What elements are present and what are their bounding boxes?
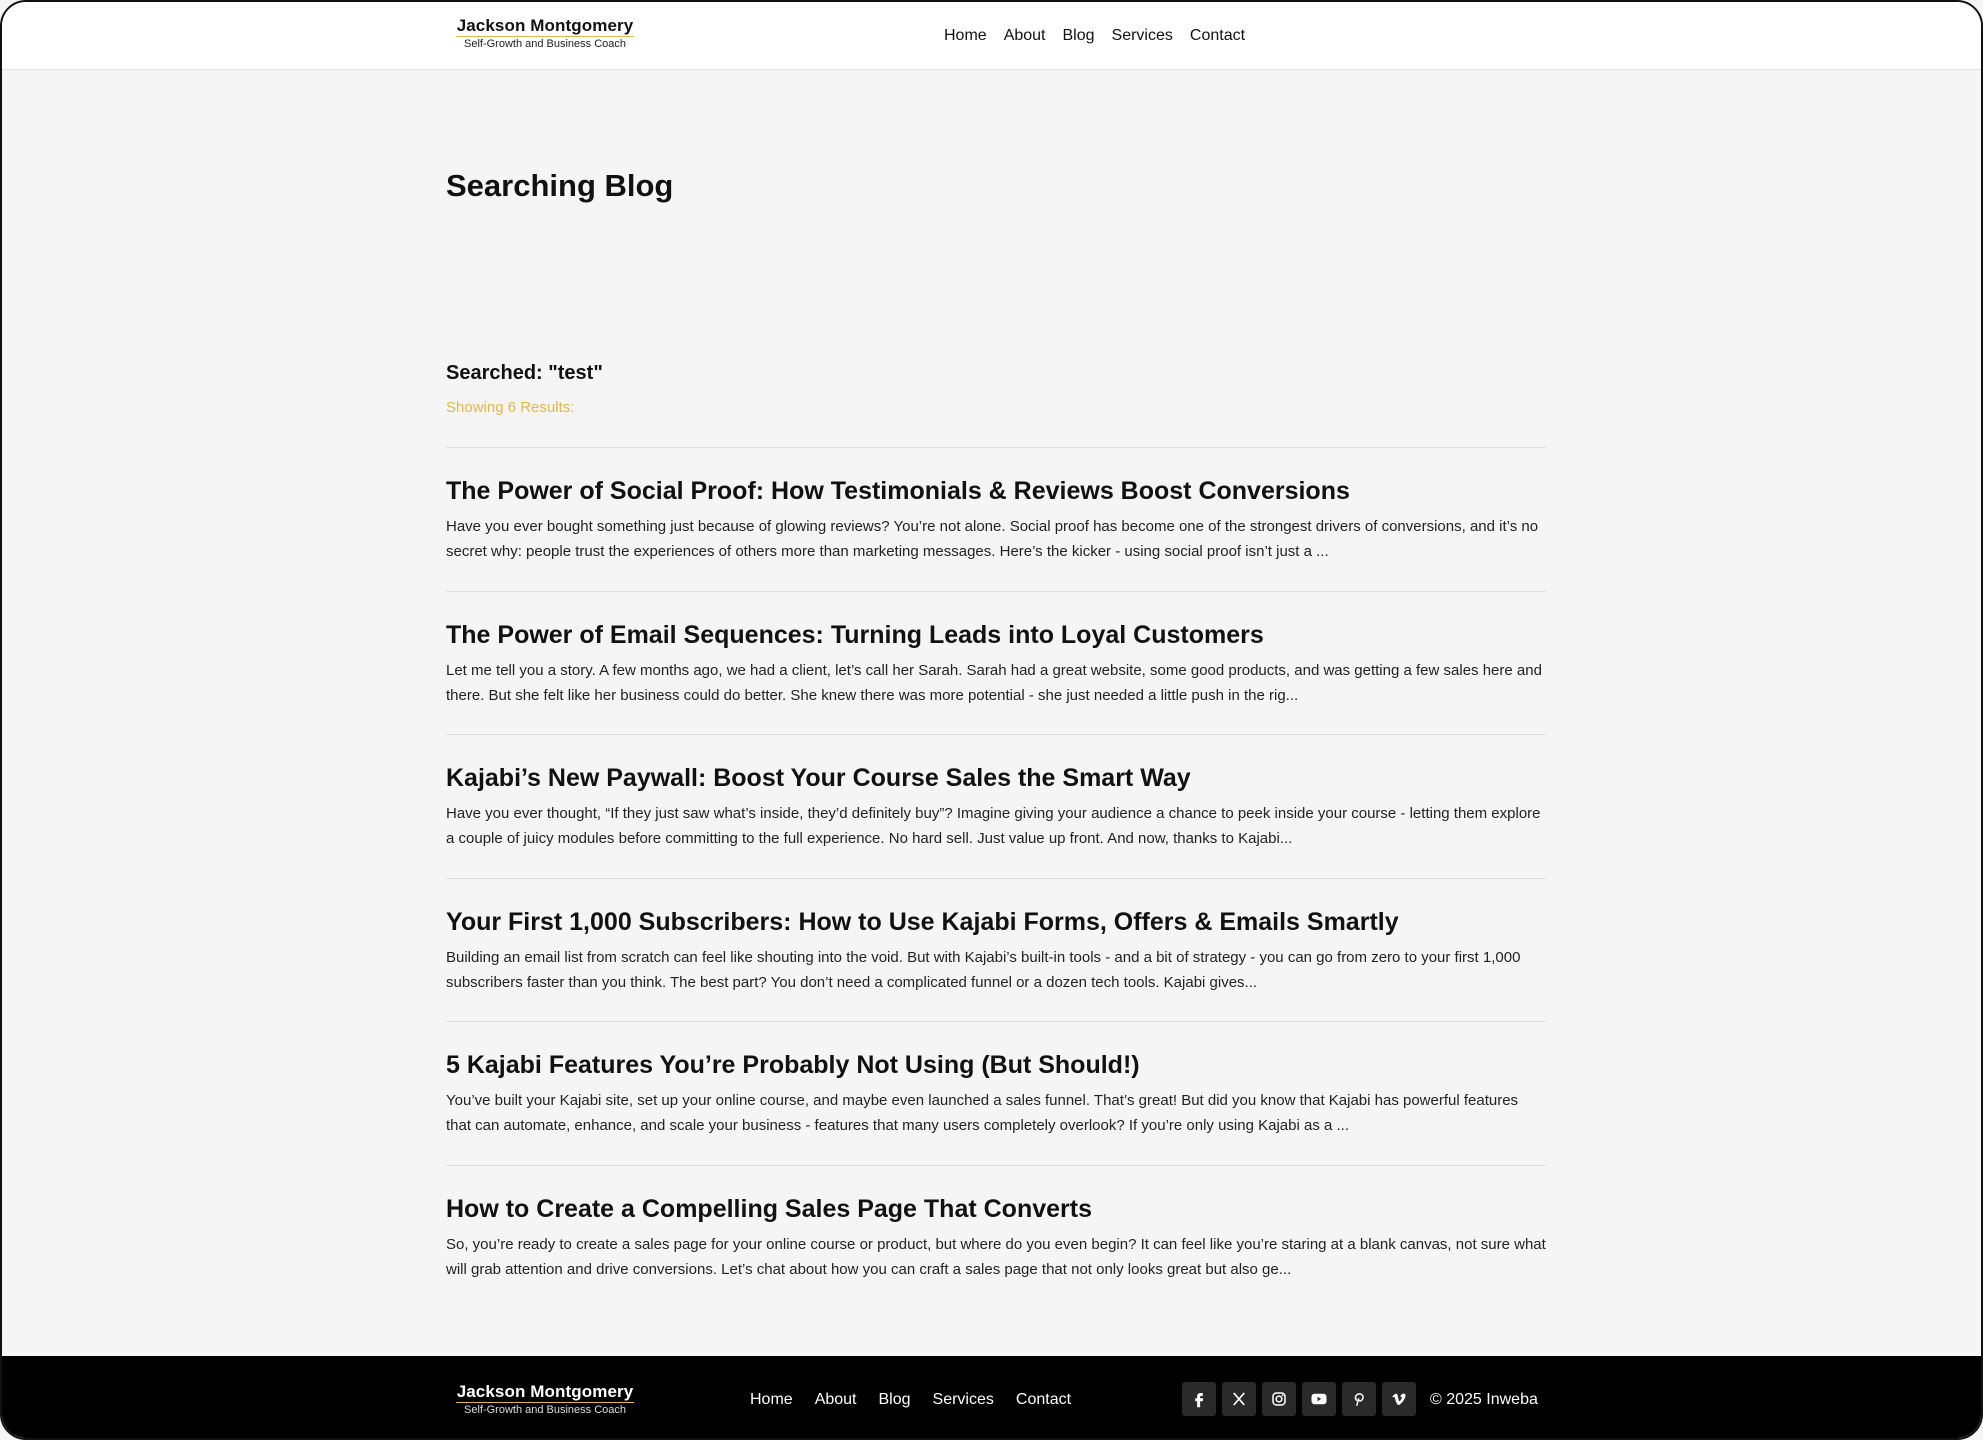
footer-nav: [750, 1390, 1093, 1410]
result-item: [446, 591, 1546, 735]
facebook-icon[interactable]: [1182, 1382, 1216, 1416]
result-excerpt: You’ve built your Kajabi site, set up your online course, and maybe even launched a sales funnel. That’s great! But did you know that Kajabi has powerful features that can automate, enhance, and scale your business - features that many users completely overlook? If you’re only using Kajabi as a ...: [446, 1092, 1519, 1135]
footer-nav-blog[interactable]: Blog: [878, 1391, 911, 1408]
result-title-link[interactable]: Kajabi’s New Paywall: Boost Your Course Sales the Smart Way: [446, 764, 1191, 793]
x-icon[interactable]: [1222, 1382, 1256, 1416]
footer-nav-home[interactable]: Home: [750, 1391, 793, 1408]
result-title-link[interactable]: How to Create a Compelling Sales Page That Converts: [446, 1194, 1092, 1223]
search-results: [446, 447, 1546, 1309]
logo-name: Jackson Montgomery: [456, 16, 634, 35]
result-title-link[interactable]: Your First 1,000 Subscribers: How to Use Kajabi Forms, Offers & Emails Smartly: [446, 907, 1399, 936]
result-excerpt: Building an email list from scratch can feel like shouting into the void. But with Kajabi’s built-in tools - and a bit of strategy - you can go from zero to your first 1,000 subscribers faster than you think. The best part? You don’t need a complicated funnel or a dozen tech tools. Kajabi gives...: [446, 948, 1521, 991]
result-item: [446, 1021, 1546, 1165]
nav-services[interactable]: Services: [1111, 27, 1173, 44]
footer-logo[interactable]: [450, 1382, 640, 1417]
nav-blog[interactable]: Blog: [1062, 27, 1095, 44]
result-excerpt: Let me tell you a story. A few months ago, we had a client, let’s call her Sarah. Sarah had a great website, some good products, and was getting a few sales here and there. But she felt like her business could do better. She knew there was more potential - she just needed a little push in the rig...: [446, 661, 1542, 704]
pinterest-icon[interactable]: [1342, 1382, 1376, 1416]
footer-logo-name: Jackson Montgomery: [456, 1382, 634, 1401]
nav-home[interactable]: Home: [944, 27, 987, 44]
site-header: [2, 2, 1981, 70]
result-excerpt: So, you’re ready to create a sales page for your online course or product, but where do you even begin? It can feel like you’re staring at a blank canvas, not sure what will grab attention and drive conversions. Let’s chat about how you can craft a sales page that not only looks great but also ge...: [446, 1235, 1546, 1278]
result-item: [446, 878, 1546, 1022]
footer-nav-services[interactable]: Services: [932, 1391, 994, 1408]
footer-logo-tagline: Self-Growth and Business Coach: [456, 1402, 634, 1417]
page-title: Searching Blog: [446, 168, 674, 203]
logo-tagline: Self-Growth and Business Coach: [456, 36, 634, 51]
footer-nav-contact[interactable]: Contact: [1015, 1391, 1072, 1408]
search-query-label: Searched: "test": [446, 362, 603, 384]
header-logo[interactable]: [450, 16, 640, 51]
result-item: [446, 1165, 1546, 1309]
vimeo-icon[interactable]: [1382, 1382, 1416, 1416]
result-excerpt: Have you ever thought, “If they just saw what’s inside, they’d definitely buy”? Imagine giving your audience a chance to peek inside your course - letting them explore a couple of juicy modules before committing to the full experience. No hard sell. Just value up front. And now, thanks to Kajabi...: [446, 805, 1541, 848]
nav-contact[interactable]: Contact: [1189, 27, 1246, 44]
site-footer: [2, 1356, 1981, 1440]
result-title-link[interactable]: 5 Kajabi Features You’re Probably Not Using (But Should!): [446, 1051, 1140, 1080]
youtube-icon[interactable]: [1302, 1382, 1336, 1416]
result-item: [446, 447, 1546, 591]
result-count: Showing 6 Results:: [446, 399, 575, 416]
result-title-link[interactable]: The Power of Social Proof: How Testimonials & Reviews Boost Conversions: [446, 477, 1350, 505]
result-excerpt: Have you ever bought something just because of glowing reviews? You’re not alone. Social proof has become one of the strongest drivers of conversions, and it’s no secret why: people trust the experiences of others more than marketing messages. Here’s the kicker - using social proof isn’t just a ...: [446, 518, 1539, 560]
copyright-text: © 2025 Inweba: [1430, 1391, 1538, 1408]
result-item: [446, 734, 1546, 878]
header-nav: [944, 26, 1262, 46]
instagram-icon[interactable]: [1262, 1382, 1296, 1416]
footer-nav-about[interactable]: About: [814, 1391, 857, 1408]
social-links: [1182, 1382, 1416, 1416]
nav-about[interactable]: About: [1003, 27, 1046, 44]
result-title-link[interactable]: The Power of Email Sequences: Turning Leads into Loyal Customers: [446, 620, 1264, 649]
